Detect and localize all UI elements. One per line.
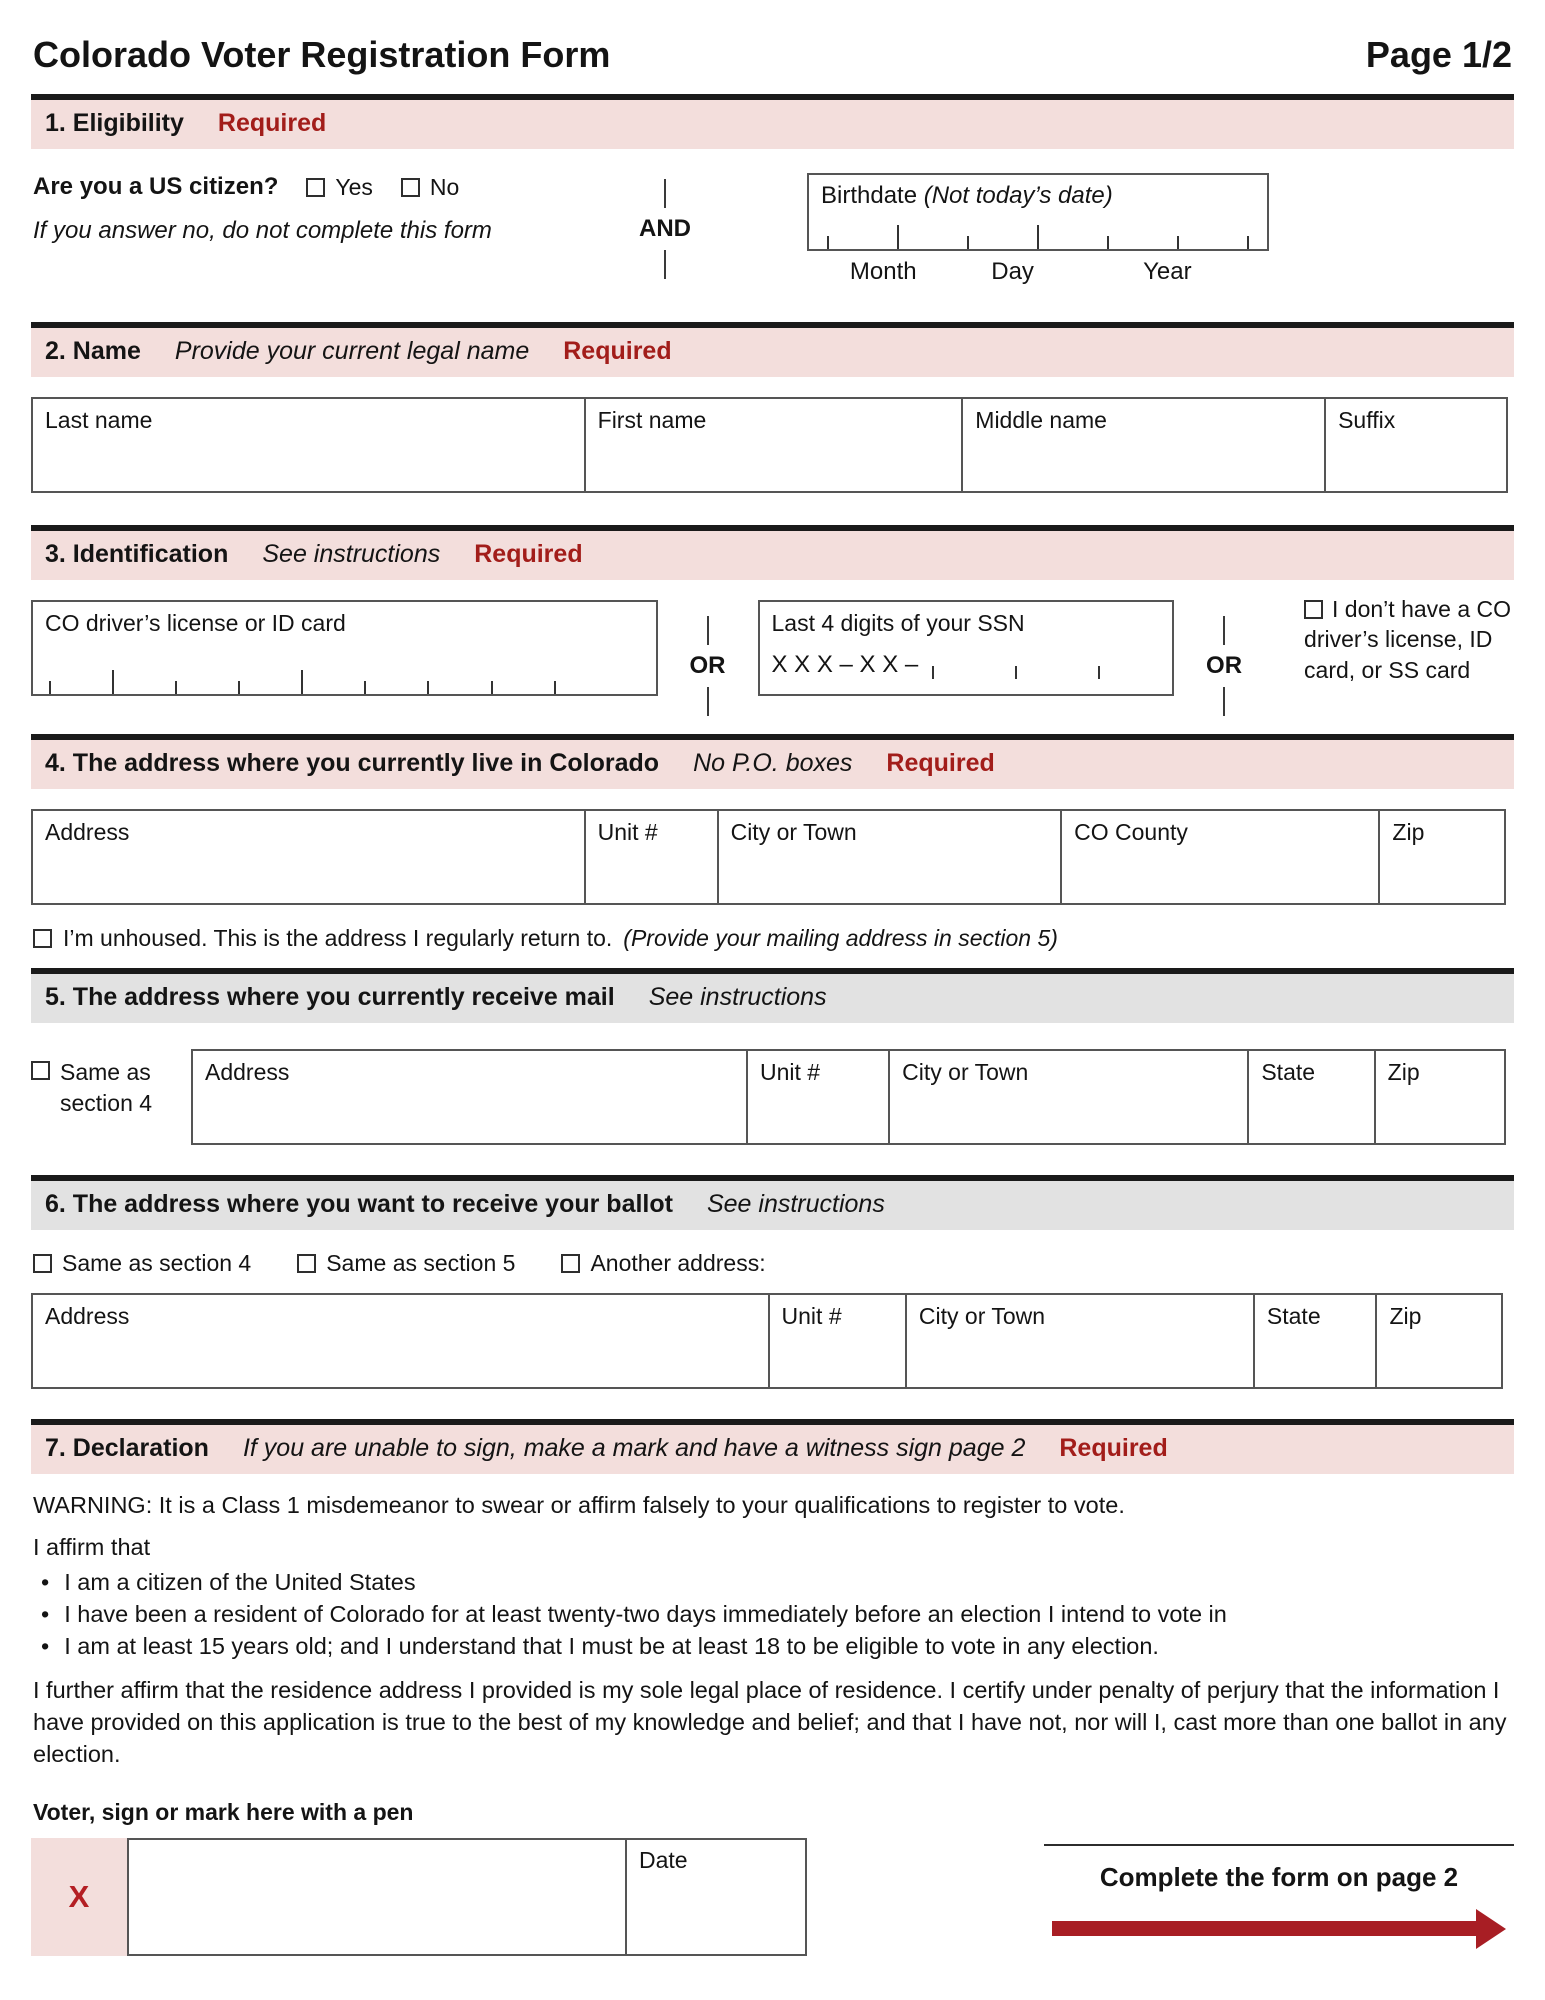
tick-mark [1177, 236, 1179, 249]
mail-state-label: State [1261, 1059, 1316, 1085]
signature-area [31, 1838, 807, 1956]
tick-mark [1037, 225, 1039, 249]
birthdate-block [807, 173, 1269, 286]
last-name-field[interactable] [31, 397, 586, 493]
digit-ticks [821, 225, 1255, 249]
tick-mark [897, 225, 899, 249]
signature-row [31, 1838, 1514, 1956]
name-fields [31, 397, 1514, 493]
ssn-label: Last 4 digits of your SSN [771, 610, 1025, 636]
suffix-field[interactable] [1324, 397, 1508, 493]
mail-unit-label: Unit # [759, 1059, 821, 1085]
section5-subtitle: See instructions [648, 983, 827, 1011]
vertical-line [1223, 616, 1225, 645]
citizen-yes-option [306, 174, 373, 201]
section4-required-label: Required [886, 749, 995, 777]
eligibility-content [33, 173, 1512, 286]
unhoused-label: I’m unhoused. This is the address I regularly return to. [63, 925, 613, 951]
ssn-mask: X X X – X X – [771, 651, 919, 678]
same-as-section4-option [31, 1049, 191, 1119]
identification-content [31, 596, 1514, 716]
unit-label: Unit # [597, 819, 658, 845]
section7-header-bar [31, 1419, 1514, 1474]
complete-note-block [1044, 1844, 1514, 1949]
tick-mark [491, 681, 493, 694]
ballot-state-field[interactable] [1253, 1293, 1378, 1389]
or-label-1: OR [689, 652, 726, 679]
unhoused-checkbox[interactable] [33, 929, 52, 948]
section-name [31, 322, 1514, 517]
zip-field[interactable] [1378, 809, 1506, 905]
affirmation-item [41, 1601, 1512, 1628]
section6-subtitle: See instructions [706, 1190, 885, 1218]
tick-mark [364, 681, 366, 694]
section1-required-label: Required [217, 109, 327, 137]
tick-mark [967, 236, 969, 249]
no-checkbox[interactable] [401, 178, 420, 197]
ballot-city-field[interactable] [905, 1293, 1255, 1389]
month-label: Month [849, 258, 917, 285]
ballot-address-label: Address [45, 1303, 130, 1329]
ballot-address-fields [31, 1293, 1514, 1389]
ballot-same-as-5-label: Same as section 5 [326, 1250, 516, 1276]
ballot-same-as-4-option [33, 1250, 251, 1277]
or-label-2: OR [1206, 652, 1243, 679]
section7-heading: 7. Declaration [45, 1434, 209, 1462]
ballot-zip-label: Zip [1389, 1303, 1422, 1329]
or-separator-2 [1206, 616, 1242, 716]
section-residence-address [31, 734, 1514, 960]
tick-mark [1107, 236, 1109, 249]
birthdate-field[interactable] [807, 173, 1269, 251]
citizen-no-option [401, 174, 459, 201]
ballot-another-address-checkbox[interactable] [561, 1254, 580, 1273]
section-ballot-address [31, 1175, 1514, 1411]
ballot-unit-field[interactable] [768, 1293, 907, 1389]
arrow-right-icon [1044, 1909, 1514, 1949]
date-field[interactable] [625, 1838, 807, 1956]
mail-city-label: City or Town [902, 1059, 1029, 1085]
affirmation-text: • I am a citizen of the United States [64, 1569, 416, 1595]
birthdate-caption [821, 182, 1255, 210]
section-identification [31, 525, 1514, 726]
affirmation-item [41, 1569, 1512, 1596]
vertical-line [707, 616, 709, 645]
affirmation-text: • I have been a resident of Colorado for at least twenty-two days immediately before an election I intend to vote in [64, 1601, 1227, 1627]
section2-subtitle: Provide your current legal name [174, 337, 530, 365]
section2-heading: 2. Name [45, 337, 141, 365]
section2-required-label: Required [563, 337, 672, 365]
tick-mark [827, 236, 829, 249]
ballot-address-field[interactable] [31, 1293, 770, 1389]
affirmation-list [41, 1569, 1512, 1660]
citizen-question: Are you a US citizen? [33, 173, 279, 200]
tick-mark [49, 681, 51, 694]
mail-zip-label: Zip [1387, 1059, 1420, 1085]
mail-zip-field[interactable] [1374, 1049, 1506, 1145]
section3-required-label: Required [474, 540, 583, 568]
drivers-license-field[interactable] [31, 600, 658, 696]
unhoused-note: (Provide your mailing address in section 5) [623, 925, 1058, 951]
yes-checkbox[interactable] [306, 178, 325, 197]
ballot-zip-field[interactable] [1375, 1293, 1503, 1389]
tick-mark [175, 681, 177, 694]
vertical-line [1223, 687, 1225, 716]
section-mailing-address [31, 968, 1514, 1167]
form-title: Colorado Voter Registration Form [33, 34, 611, 75]
tick-mark [112, 670, 114, 694]
section4-header-bar [31, 734, 1514, 789]
ssn-field[interactable] [758, 600, 1175, 696]
same-as-section4-checkbox[interactable] [31, 1061, 50, 1080]
last-name-label: Last name [45, 407, 153, 433]
citizen-note: If you answer no, do not complete this form [33, 217, 492, 244]
vertical-line [664, 179, 666, 208]
digit-ticks [932, 666, 1100, 679]
no-label: No [429, 173, 460, 200]
first-name-field[interactable] [584, 397, 964, 493]
county-field[interactable] [1060, 809, 1380, 905]
ballot-same-as-4-checkbox[interactable] [33, 1254, 52, 1273]
section5-header-bar [31, 968, 1514, 1023]
section6-header-bar [31, 1175, 1514, 1230]
section1-header-bar [31, 94, 1514, 149]
tick-mark [1015, 666, 1017, 679]
ballot-same-as-4-label: Same as section 4 [62, 1250, 252, 1276]
unhoused-option [33, 925, 1512, 952]
ballot-another-address-option [561, 1250, 765, 1277]
unit-field[interactable] [584, 809, 719, 905]
section5-heading: 5. The address where you currently receive mail [45, 983, 615, 1011]
mail-state-field[interactable] [1247, 1049, 1375, 1145]
residence-address-fields [31, 809, 1514, 905]
tick-mark [554, 681, 556, 694]
arrow-shaft [1052, 1921, 1476, 1936]
yes-label: Yes [335, 173, 373, 200]
mail-address-label: Address [205, 1059, 290, 1085]
citizenship-question-block [33, 173, 585, 245]
signature-x-mark: X [68, 1878, 90, 1914]
county-label: CO County [1074, 819, 1188, 845]
day-label: Day [991, 258, 1034, 285]
section3-heading: 3. Identification [45, 540, 229, 568]
birthdate-part-labels [807, 258, 1269, 286]
section-declaration [31, 1419, 1514, 1956]
tick-mark [1098, 666, 1100, 679]
address-label: Address [45, 819, 130, 845]
no-id-checkbox[interactable] [1304, 600, 1323, 619]
no-id-option [1304, 594, 1514, 685]
vertical-line [707, 687, 709, 716]
year-label: Year [1143, 258, 1192, 285]
drivers-license-label: CO driver’s license or ID card [45, 610, 346, 636]
ballot-city-label: City or Town [918, 1303, 1046, 1329]
section7-subtitle: If you are unable to sign, make a mark and have a witness sign page 2 [242, 1434, 1026, 1462]
same-as-section4-label: Same as section 4 [60, 1059, 153, 1117]
ssn-mask-row [772, 651, 1161, 679]
first-name-label: First name [597, 407, 707, 433]
birthdate-label: Birthdate [821, 182, 918, 209]
mail-unit-field[interactable] [746, 1049, 890, 1145]
affirm-intro: I affirm that [33, 1534, 151, 1560]
section7-required-label: Required [1059, 1434, 1168, 1462]
section6-heading: 6. The address where you want to receive your ballot [45, 1190, 673, 1218]
digit-ticks [45, 670, 560, 694]
and-separator [639, 179, 691, 279]
zip-label: Zip [1392, 819, 1425, 845]
affirmation-text: • I am at least 15 years old; and I understand that I must be at least 18 to be eligible to vote in any election. [64, 1633, 1159, 1659]
further-affirmation: I further affirm that the residence address I provided is my sole legal place of residence. I certify under penalty of perjury that the information I have provided on this application is true to the best of my knowledge and belief; and that I have not, nor will I, cast more than one ballot in any election. [33, 1677, 1507, 1767]
section4-heading: 4. The address where you currently live in Colorado [45, 749, 660, 777]
tick-mark [427, 681, 429, 694]
suffix-label: Suffix [1338, 407, 1396, 433]
signature-field[interactable] [127, 1838, 627, 1956]
mailing-address-fields [191, 1049, 1514, 1145]
form-header [31, 22, 1514, 94]
section1-heading: 1. Eligibility [45, 109, 184, 137]
date-label: Date [639, 1846, 688, 1873]
mailing-address-row [31, 1049, 1514, 1145]
tick-mark [238, 681, 240, 694]
section4-subtitle: No P.O. boxes [693, 749, 853, 777]
middle-name-field[interactable] [961, 397, 1326, 493]
declaration-warning: WARNING: It is a Class 1 misdemeanor to swear or affirm falsely to your qualifications to register to vote. [33, 1492, 1125, 1518]
tick-mark [301, 670, 303, 694]
arrow-head [1476, 1909, 1506, 1949]
sign-instruction: Voter, sign or mark here with a pen [33, 1798, 414, 1825]
section3-subtitle: See instructions [262, 540, 441, 568]
ballot-state-label: State [1266, 1303, 1321, 1329]
or-separator-1 [690, 616, 726, 716]
tick-mark [932, 666, 934, 679]
section3-header-bar [31, 525, 1514, 580]
affirmation-item [41, 1633, 1512, 1660]
birthdate-note: (Not today’s date) [923, 182, 1113, 209]
tick-mark [1247, 236, 1249, 249]
ballot-address-options [33, 1250, 1512, 1277]
mail-city-field[interactable] [888, 1049, 1249, 1145]
ballot-another-address-label: Another address: [590, 1250, 766, 1276]
city-label: City or Town [730, 819, 857, 845]
ballot-same-as-5-option [297, 1250, 515, 1277]
city-field[interactable] [717, 809, 1063, 905]
address-field[interactable] [31, 809, 586, 905]
vertical-line [664, 250, 666, 279]
mail-address-field[interactable] [191, 1049, 748, 1145]
signature-x-cell [31, 1838, 127, 1956]
section-eligibility [31, 94, 1514, 314]
page-number: Page 1/2 [1365, 34, 1512, 75]
complete-note: Complete the form on page 2 [1099, 1861, 1459, 1892]
and-label: AND [639, 215, 691, 242]
middle-name-label: Middle name [975, 407, 1107, 433]
no-id-label: I don’t have a CO driver’s license, ID card, or SS card [1304, 596, 1512, 683]
ballot-same-as-5-checkbox[interactable] [297, 1254, 316, 1273]
ballot-unit-label: Unit # [781, 1303, 842, 1329]
section2-header-bar [31, 322, 1514, 377]
citizen-question-row [33, 173, 585, 201]
